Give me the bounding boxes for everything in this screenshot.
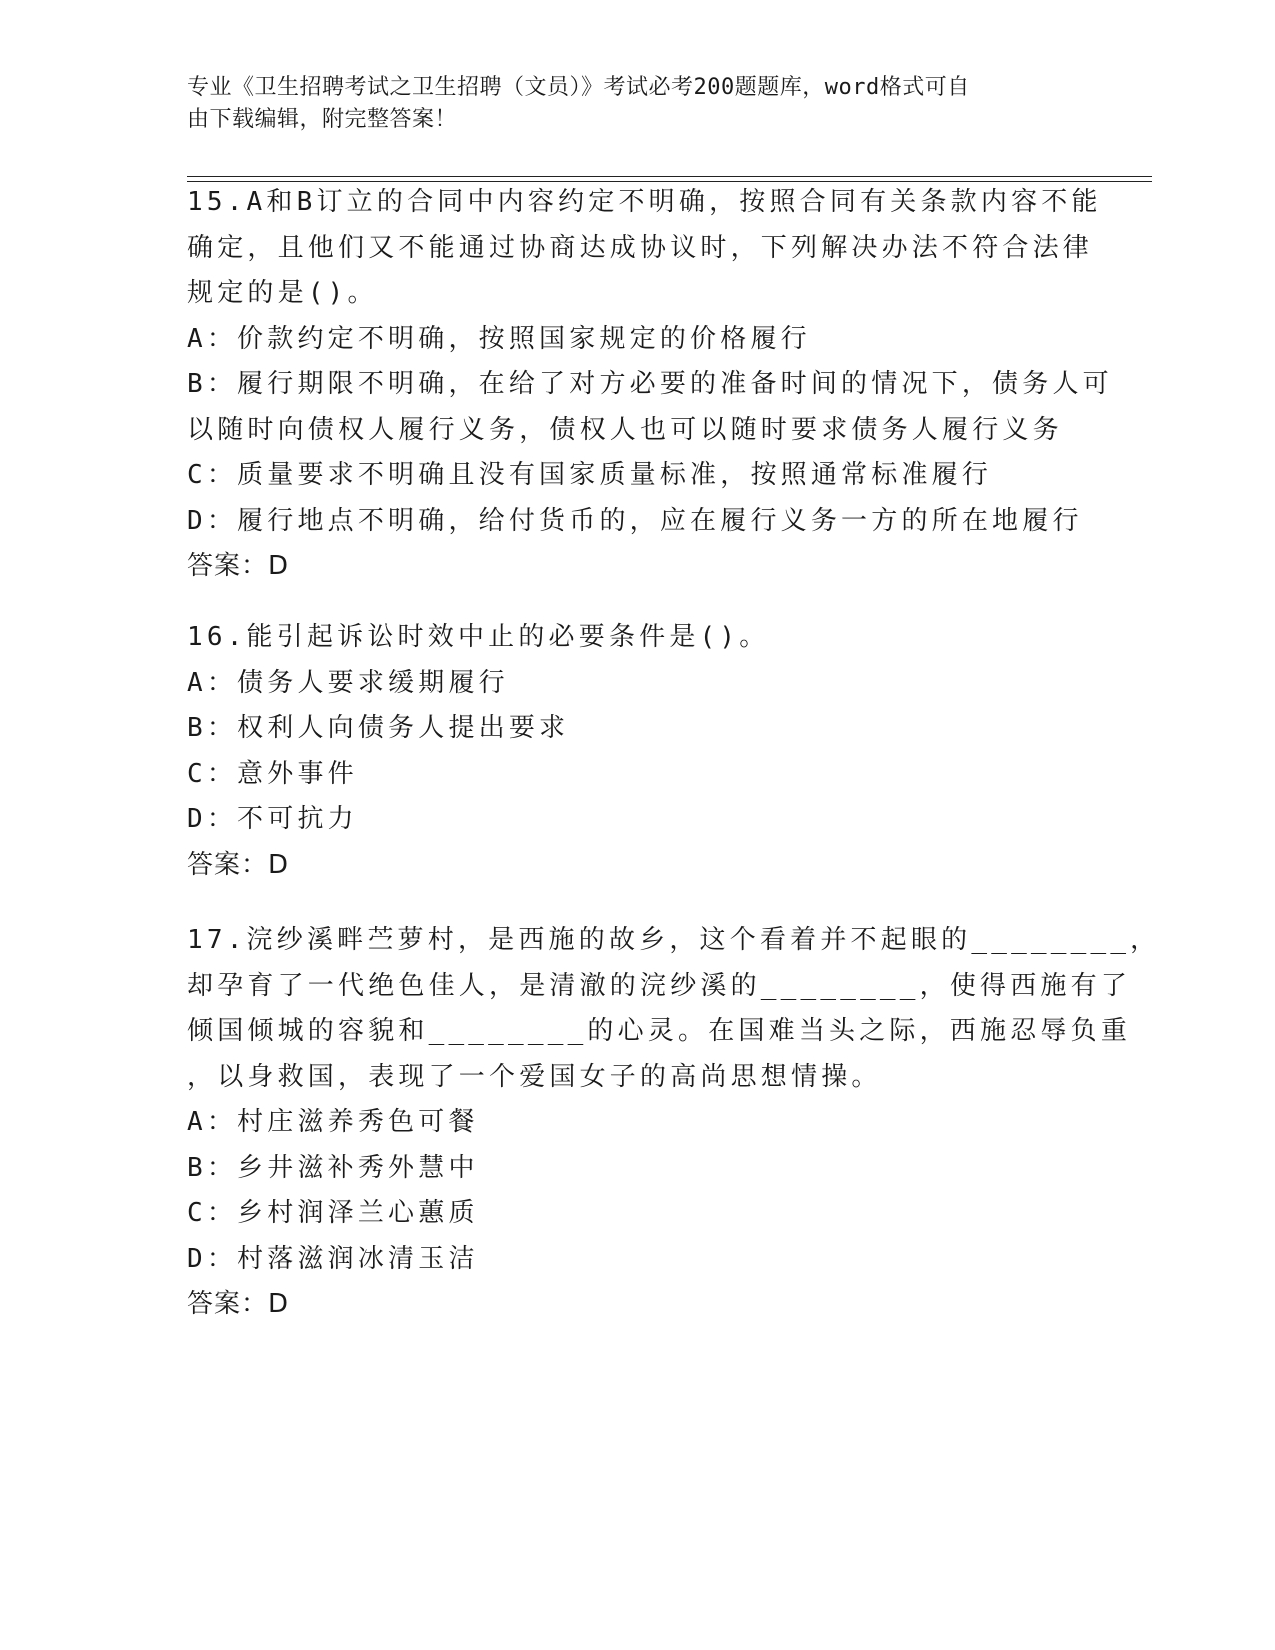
header-divider-top: [187, 176, 1152, 177]
option-d: D：村落滋润冰清玉洁: [187, 1243, 479, 1274]
question-stem-line: 17.浣纱溪畔苎萝村，是西施的故乡，这个看着并不起眼的________，: [187, 925, 1161, 955]
header-line-1: 专业《卫生招聘考试之卫生招聘（文员）》考试必考200题题库，word格式可自: [187, 75, 970, 100]
document-header: [187, 72, 1057, 136]
option-b: B：权利人向债务人提出要求: [187, 713, 570, 743]
question-stem-line: ，以身救国，表现了一个爱国女子的高尚思想情操。: [187, 1061, 882, 1092]
answer-label: 答案：D: [187, 551, 290, 581]
option-a: A：价款约定不明确，按照国家规定的价格履行: [187, 323, 811, 354]
question-stem-line: 确定，且他们又不能通过协商达成协议时，下列解决办法不符合法律: [187, 232, 1094, 263]
question-stem-line: 15.A和B订立的合同中内容约定不明确，按照合同有关条款内容不能: [187, 187, 1102, 217]
question-17: [187, 918, 1161, 1328]
question-stem-line: 倾国倾城的容貌和________的心灵。在国难当头之际，西施忍辱负重: [187, 1016, 1132, 1046]
answer-label: 答案：D: [187, 1289, 290, 1319]
option-a: A：村庄滋养秀色可餐: [187, 1107, 479, 1137]
option-c: C：质量要求不明确且没有国家质量标准，按照通常标准履行: [187, 460, 993, 490]
option-b: B：履行期限不明确，在给了对方必要的准备时间的情况下，债务人可: [187, 369, 1113, 399]
option-a: A：债务人要求缓期履行: [187, 667, 509, 698]
question-stem-line: 规定的是()。: [187, 278, 378, 308]
question-16: [187, 615, 1087, 888]
header-line-2: 由下载编辑，附完整答案！: [187, 107, 458, 132]
option-b-continued: 以随时向债权人履行义务，债权人也可以随时要求债务人履行义务: [187, 414, 1063, 445]
answer-label: 答案：D: [187, 849, 290, 880]
question-stem-line: 却孕育了一代绝色佳人，是清澈的浣纱溪的________，使得西施有了: [187, 970, 1132, 1001]
question-15: [187, 180, 1113, 590]
option-c: C：乡村润泽兰心蕙质: [187, 1198, 479, 1228]
question-stem-line: 16.能引起诉讼时效中止的必要条件是()。: [187, 622, 770, 652]
option-d: D：履行地点不明确，给付货币的，应在履行义务一方的所在地履行: [187, 505, 1083, 536]
option-c: C：意外事件: [187, 758, 358, 789]
option-d: D：不可抗力: [187, 804, 358, 834]
option-b: B：乡井滋补秀外慧中: [187, 1152, 479, 1183]
